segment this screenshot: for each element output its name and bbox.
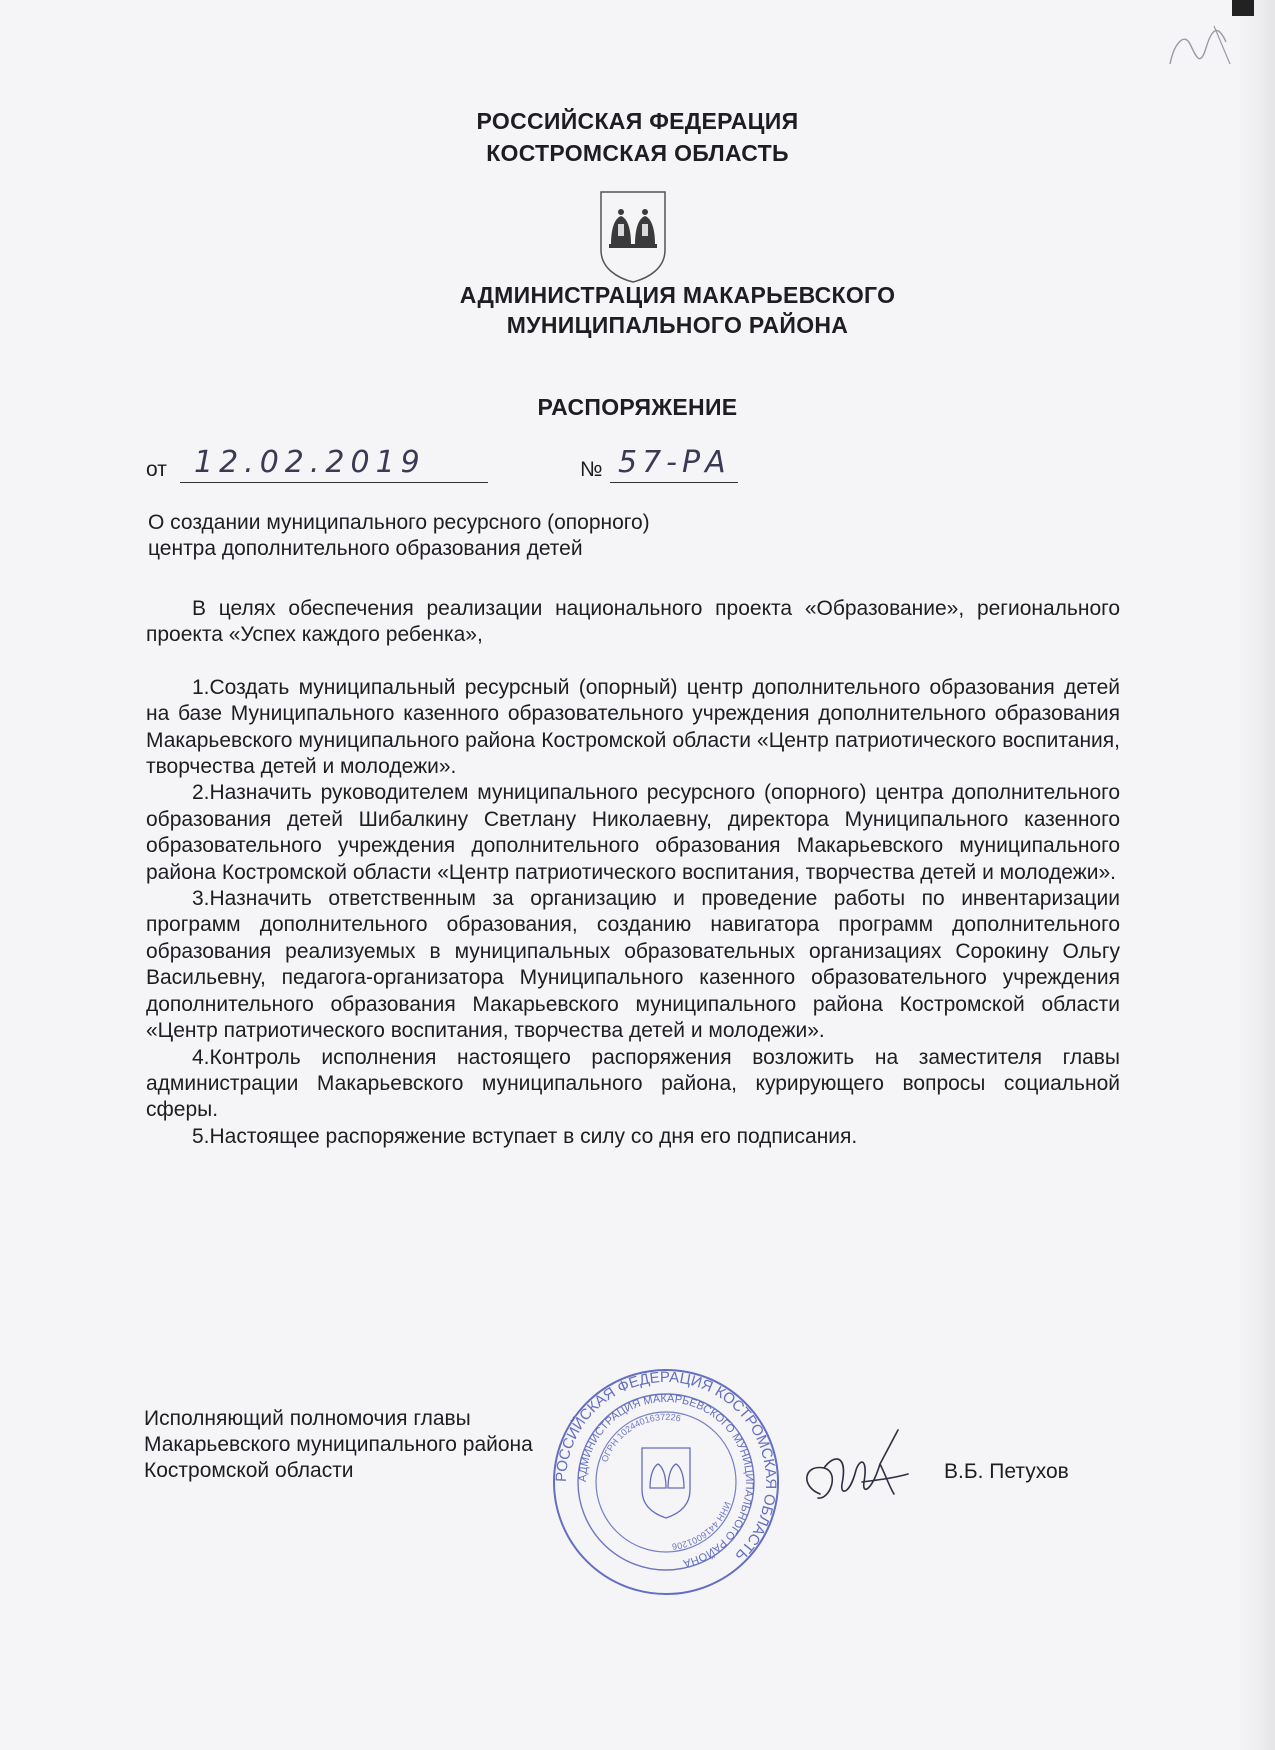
body-item: 4.Контроль исполнения настоящего распоряжения возложить на заместителя главы администрации Макарьевского муниципального района, курирующего вопросы социальной сферы.: [146, 1045, 1120, 1122]
stamp-emblem-icon: [642, 1448, 690, 1518]
coat-of-arms-emblem: [597, 188, 669, 284]
signer-position-line: Костромской области: [144, 1459, 354, 1482]
stamp-inn-text: ИНН 4416001206: [671, 1500, 733, 1552]
body-item: 3.Назначить ответственным за организацию и проведение работы по инвентаризации программ дополнительного образования, созданию навигатора программ дополнительного образования реализуемых в муниципальных образовательных организациях Сорокину Ольгу Васильевну, педагога-организатора Муниципального казенного образовательного учреждения дополнительного образования Макарьевского муниципального района Костромской области «Центр патриотического воспитания, творчества детей и молодежи».: [146, 887, 1120, 1043]
number-value: 57-РА: [610, 444, 738, 483]
document-body: [146, 596, 1120, 1150]
date-value: 12.02.2019: [180, 444, 488, 483]
subject-line: центра дополнительного образования детей: [148, 537, 583, 560]
page-edge-shadow: [1237, 0, 1275, 1750]
signer-name: В.Б. Петухов: [944, 1460, 1069, 1483]
stamp-middle-text: АДМИНИСТРАЦИЯ МАКАРЬЕВСКОГО МУНИЦИПАЛЬНОГО РАЙОНА: [576, 1392, 756, 1570]
stamp-ogrn-text: ОГРН 1024401637226: [599, 1411, 682, 1464]
corner-scribble: [1160, 14, 1240, 78]
administration-heading-line2: МУНИЦИПАЛЬНОГО РАЙОНА: [506, 312, 849, 338]
document-type-title: РАСПОРЯЖЕНИЕ: [537, 394, 738, 420]
country-heading: РОССИЙСКАЯ ФЕДЕРАЦИЯ: [476, 108, 799, 134]
date-number-row: [146, 444, 1046, 484]
official-seal-stamp: [550, 1366, 782, 1598]
signer-position: [144, 1406, 533, 1484]
signer-position-line: Исполняющий полномочия главы: [144, 1407, 471, 1430]
subject-line: О создании муниципального ресурсного (опорного): [148, 511, 650, 534]
date-label: от: [146, 458, 167, 481]
body-intro: В целях обеспечения реализации национального проекта «Образование», регионального проекта «Успех каждого ребенка»,: [146, 597, 1120, 647]
administration-heading-line1: АДМИНИСТРАЦИЯ МАКАРЬЕВСКОГО: [459, 282, 896, 308]
stamp-outer-text: РОССИЙСКАЯ ФЕДЕРАЦИЯ КОСТРОМСКАЯ ОБЛАСТЬ: [552, 1368, 780, 1565]
body-item: 5.Настоящее распоряжение вступает в силу со дня его подписания.: [192, 1124, 858, 1148]
subject-block: [148, 510, 650, 562]
handwritten-signature: [790, 1424, 940, 1520]
number-label: №: [580, 458, 603, 481]
signer-position-line: Макарьевского муниципального района: [144, 1433, 533, 1456]
region-heading: КОСТРОМСКАЯ ОБЛАСТЬ: [486, 140, 789, 166]
body-item: 2.Назначить руководителем муниципального ресурсного (опорного) центра дополнительного образования детей Шибалкину Светлану Николаевну, директора Муниципального казенного образовательного учреждения дополнительного образования Макарьевского муниципального района Костромской области «Центр патриотического воспитания, творчества детей и молодежи».: [146, 781, 1120, 884]
body-item: 1.Создать муниципальный ресурсный (опорный) центр дополнительного образования детей на базе Муниципального казенного образовательного учреждения дополнительного образования Макарьевского муниципального района Костромской области «Центр патриотического воспитания, творчества детей и молодежи».: [146, 675, 1120, 779]
